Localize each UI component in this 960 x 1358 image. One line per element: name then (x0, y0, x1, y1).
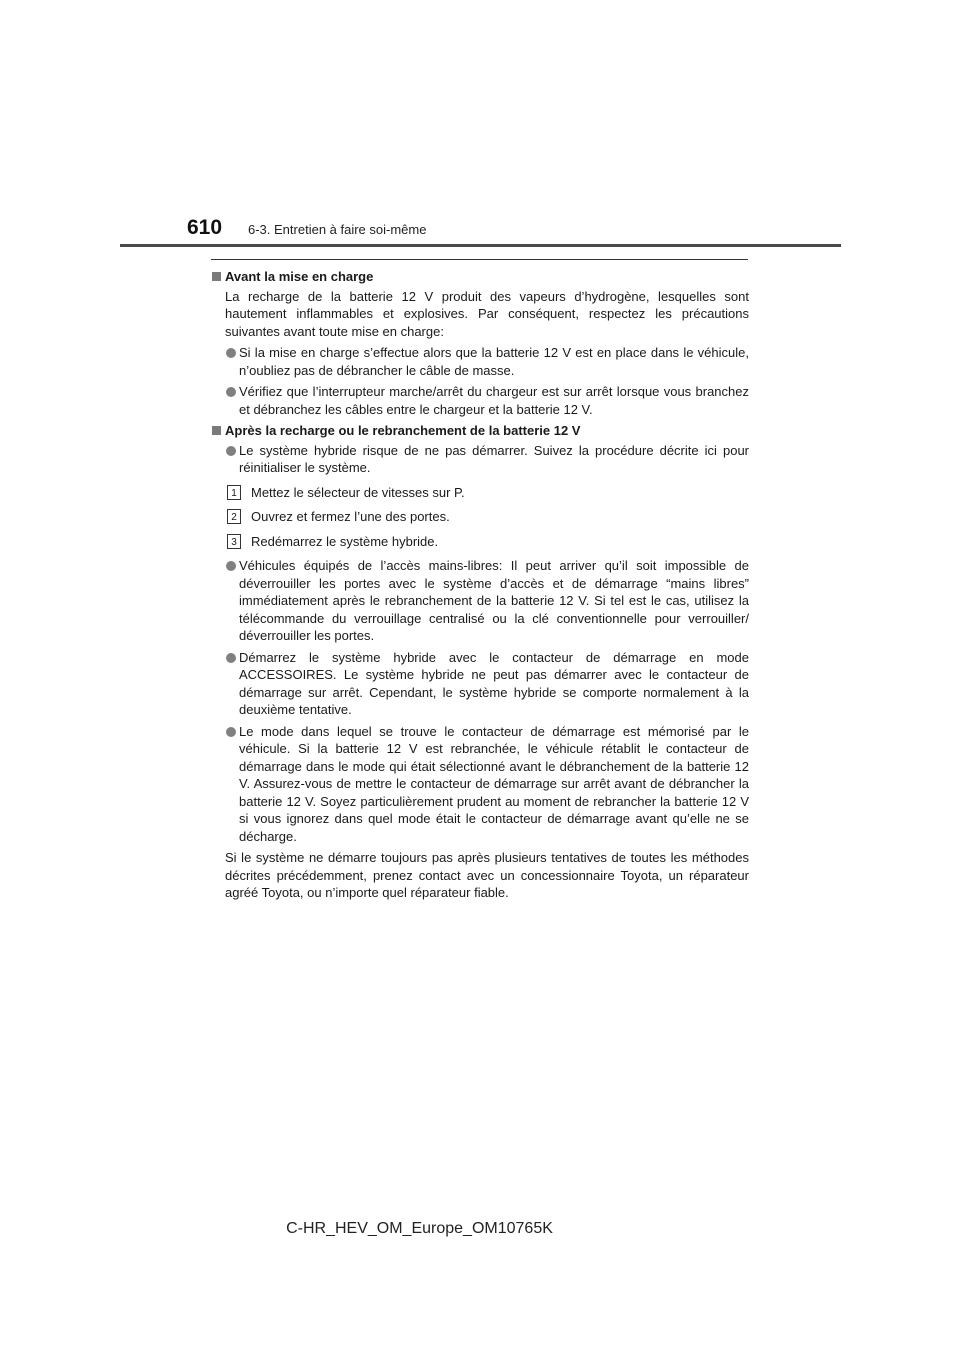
list-item-text: Vérifiez que l’interrupteur marche/arrêt du chargeur est sur arrêt lorsque vous branchez et débranchez les câbles entre le chargeur et la batterie 12 V. (239, 384, 749, 417)
circle-bullet-icon (226, 727, 236, 737)
circle-bullet-icon (226, 387, 236, 397)
procedure-step (225, 508, 749, 526)
step-number-box: 1 (227, 485, 241, 500)
heading-text: Après la recharge ou le rebranchement de la batterie 12 V (225, 423, 581, 438)
list-item (225, 649, 749, 719)
step-text: Mettez le sélecteur de vitesses sur P. (251, 484, 465, 500)
procedure-step (225, 484, 749, 502)
list-item (225, 344, 749, 379)
list-item-text: Le mode dans lequel se trouve le contacteur de démarrage est mémorisé par le véhicule. Si la batterie 12 V est rebranchée, le véhicule rétablit le contacteur de démarrage dans le mode qui était sélectionné avant le débranchement de la batterie 12 V. Assurez-vous de mettre le contacteur de démarrage sur arrêt avant de débrancher la batterie 12 V. Soyez particulièrement prudent au moment de rebrancher la batterie 12 V si vous ignorez dans quel mode était le contacteur de démarrage avant qu’elle ne se décharge. (239, 723, 749, 844)
header-divider (120, 244, 841, 247)
step-text: Redémarrez le système hybride. (251, 533, 439, 549)
list-item (225, 383, 749, 418)
list-item-text: Véhicules équipés de l’accès mains-libres: Il peut arriver qu’il soit impossible de déverrouiller les portes avec le système d’accès et de démarrage “mains libres” immédiatement après le rebranchement de la batterie 12 V. Si tel est le cas, utilisez la télécommande du verrouillage centralisé ou la clé conventionnelle pour verrouiller/ déverrouiller les portes. (239, 558, 749, 643)
main-content (211, 268, 749, 906)
procedure-step (225, 533, 749, 551)
section-heading-before-charge (211, 268, 749, 286)
list-item-text: Si la mise en charge s’effectue alors que la batterie 12 V est en place dans le véhicule, n’oubliez pas de débrancher le câble de masse. (239, 345, 749, 378)
document-id: C-HR_HEV_OM_Europe_OM10765K (286, 1220, 553, 1237)
list-item-text: Démarrez le système hybride avec le contacteur de démarrage en mode ACCESSOIRES. Le système hybride ne peut pas démarrer avec le contacteur de démarrage sur arrêt. Cependant, le système hybride se comporte normalement à la deuxième tentative. (239, 649, 749, 717)
list-item-text: Le système hybride risque de ne pas démarrer. Suivez la procédure décrite ici pour réinitialiser le système. (239, 442, 749, 475)
circle-bullet-icon (226, 561, 236, 571)
section-title: 6-3. Entretien à faire soi-même (248, 222, 427, 237)
step-text: Ouvrez et fermez l’une des portes. (251, 509, 450, 524)
closing-paragraph: Si le système ne démarre toujours pas après plusieurs tentatives de toutes les méthodes décrites précédemment, prenez contact avec un concessionnaire Toyota, un réparateur agréé Toyota, ou n’importe quel réparateur fiable. (225, 850, 749, 900)
list-item (225, 442, 749, 477)
list-item (225, 557, 749, 645)
step-number-box: 3 (227, 534, 241, 549)
heading-text: Avant la mise en charge (225, 269, 374, 284)
intro-paragraph: La recharge de la batterie 12 V produit des vapeurs d’hydrogène, lesquelles sont hautement inflammables et explosives. Par conséquent, respectez les précautions suivantes avant toute mise en charge: (225, 288, 749, 339)
circle-bullet-icon (226, 446, 236, 456)
content-divider (211, 259, 748, 260)
list-item (225, 723, 749, 846)
page-number: 610 (187, 216, 223, 239)
square-bullet-icon (212, 272, 221, 281)
circle-bullet-icon (226, 348, 236, 358)
square-bullet-icon (212, 426, 221, 435)
circle-bullet-icon (226, 653, 236, 663)
step-number-box: 2 (227, 509, 241, 524)
section-heading-after-charge (211, 422, 749, 440)
footer (0, 1220, 960, 1238)
